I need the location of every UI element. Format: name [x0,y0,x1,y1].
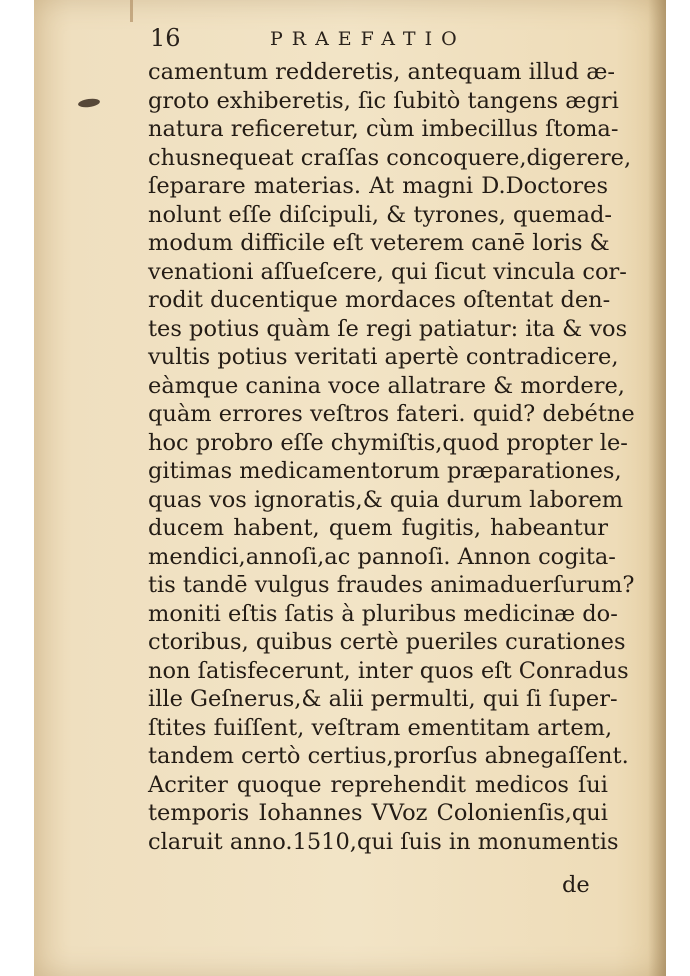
text-line: moniti eſtis ſatis à pluribus medicinæ do- [148,600,618,627]
text-line: hoc probro eſſe chymiſtis,quod propter le- [148,429,628,456]
running-title: PRAEFATIO [270,28,466,50]
text-line: tes potius quàm ſe regi patiatur: ita & vos [148,315,628,342]
text-line: mendici,annoſi,ac pannoſi. Annon cogita- [148,543,616,570]
catchword: de [562,872,590,898]
text-line: Acriter quoque reprehendit medicos ſui [148,771,608,798]
text-line: tandem certò certius,prorſus abnegaſſent. [148,743,629,769]
text-line: rodit ducentique mordaces oſtentat den- [148,287,611,313]
text-line: gitimas medicamentorum præparationes, [148,458,622,484]
text-line: tis tandē vulgus fraudes animaduerſurum? [148,572,635,598]
text-line: venationi aſſueſcere, qui ſicut vincula cor- [148,258,627,285]
ink-blot [78,98,101,109]
text-line: non ſatisfecerunt, inter quos eſt Conradus [148,657,629,684]
text-line: quas vos ignoratis,& quia durum laborem [148,486,624,513]
page-gutter-shadow [648,0,666,976]
text-line: natura reficeretur, cùm imbecillus ſtoma- [148,116,619,142]
text-line: chusnequeat craſſas concoquere,digerere, [148,144,632,171]
text-line: vultis potius veritati apertè contradicere, [148,344,619,370]
paper-crease-mark [130,0,133,22]
text-line: temporis Iohannes VVoz Colonienſis,qui [148,800,608,826]
text-line: ſeparare materias. At magni D.Doctores [148,173,608,199]
text-line: eàmque canina voce allatrare & mordere, [148,372,625,399]
text-line: ſtites fuiſſent, veſtram ementitam artem, [148,714,613,741]
page-header [112,24,572,54]
text-line: groto exhiberetis, ſic ſubitò tangens ægri [148,87,619,114]
text-line: nolunt eſſe diſcipuli, & tyrones, quemad- [148,201,613,228]
text-line: ctoribus, quibus certè pueriles curationes [148,629,626,655]
text-line: camentum redderetis, antequam illud æ- [148,59,615,85]
text-line: ducem habent, quem fugitis, habeantur [148,515,608,541]
text-line: quàm errores veſtros fateri. quid? debétne [148,401,635,427]
text-line: ille Geſnerus,& alii permulti, qui ſi ſuper- [148,686,618,712]
body-text [148,58,635,856]
text-line: modum difficile eſt veterem canē loris & [148,230,610,256]
page-number: 16 [150,24,181,52]
text-line: claruit anno.1510,qui ſuis in monumentis [148,828,619,855]
